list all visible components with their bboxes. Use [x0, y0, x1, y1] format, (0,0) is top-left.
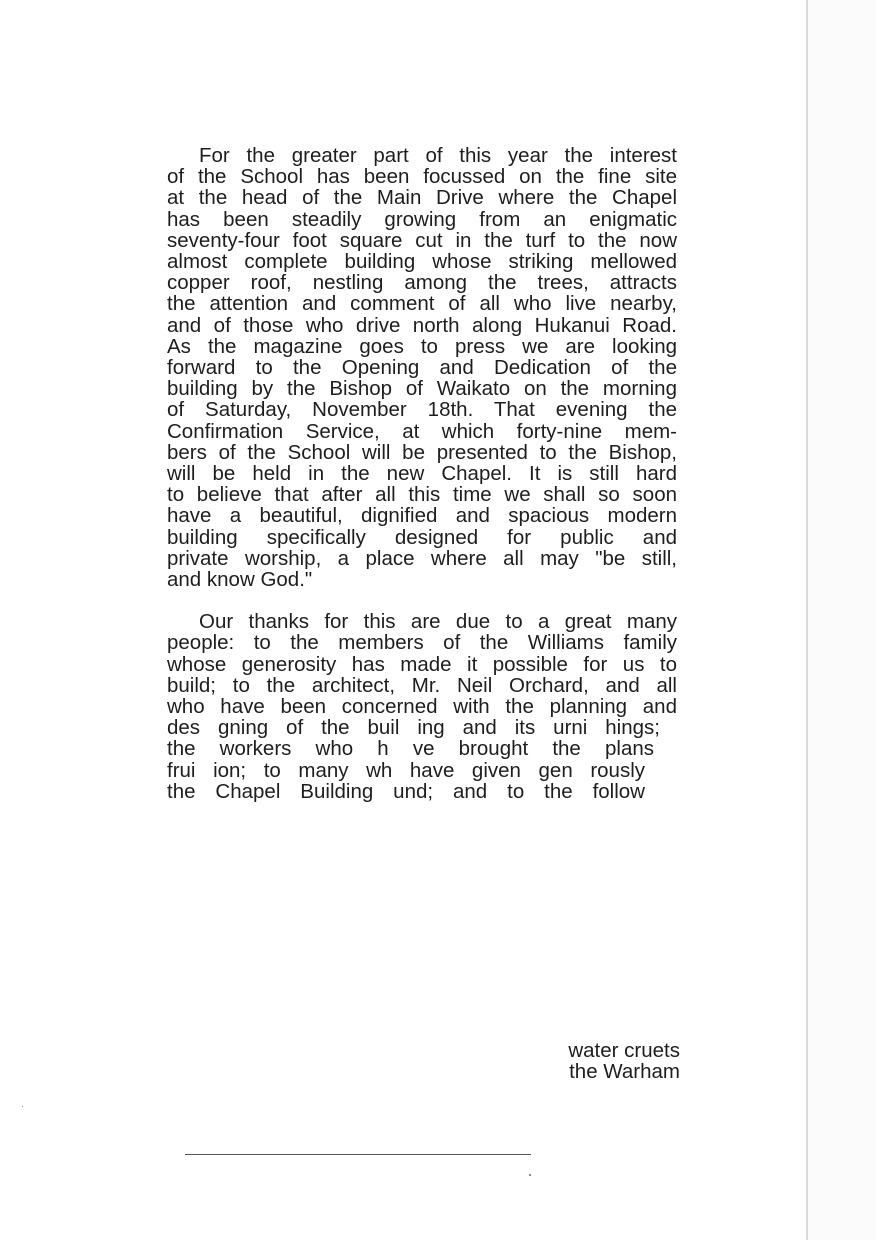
text-line: the Chapel Building und; and to the follow: [167, 779, 645, 803]
ink-speck: [529, 1174, 531, 1176]
ink-speck: [22, 1106, 23, 1107]
text-line: As the magazine goes to press we are looking: [167, 334, 677, 358]
text-line: and of those who drive north along Hukanui Road.: [167, 313, 677, 337]
text-line: frui ion; to many wh have given gen rously: [167, 758, 645, 782]
text-line: of the School has been focussed on the fine site: [167, 165, 677, 189]
page-edge-shade: [808, 0, 876, 1240]
text-line: will be held in the new Chapel. It is still hard: [167, 462, 677, 486]
text-line: whose generosity has made it possible for us to: [167, 652, 677, 676]
fragment-text: [540, 1040, 680, 1082]
text-line: seventy-four foot square cut in the turf to the now: [167, 228, 677, 252]
text-line: build; to the architect, Mr. Neil Orchard, and all: [167, 673, 677, 697]
text-line: have a beautiful, dignified and spacious modern: [167, 504, 677, 528]
text-line: copper roof, nestling among the trees, attracts: [167, 271, 677, 295]
page-edge-line: [806, 0, 808, 1240]
body-text: [167, 145, 677, 802]
text-line: has been steadily growing from an enigmatic: [167, 207, 677, 231]
text-line: the Warham: [569, 1060, 680, 1083]
text-line: Confirmation Service, at which forty-nine mem-: [167, 419, 677, 443]
text-line: people: to the members of the Williams family: [167, 631, 677, 655]
paragraph-1: [167, 145, 677, 590]
text-line: who have been concerned with the planning and: [167, 695, 677, 719]
text-line: almost complete building whose striking mellowed: [167, 250, 677, 274]
text-line: the workers who h ve brought the plans: [167, 737, 654, 761]
text-line: of Saturday, November 18th. That evening the: [167, 398, 677, 422]
text-line: the attention and comment of all who live nearby,: [167, 292, 677, 316]
footnote-divider: [185, 1154, 531, 1155]
text-line: building specifically designed for public and: [167, 525, 677, 549]
text-line: des gning of the buil ing and its urni hings;: [167, 716, 660, 740]
paragraph-spacer: [167, 590, 677, 611]
text-line: forward to the Opening and Dedication of the: [167, 356, 677, 380]
text-line: Our thanks for this are due to a great many: [199, 610, 677, 634]
text-line: water cruets: [568, 1039, 680, 1062]
text-line: to believe that after all this time we shall so soon: [167, 483, 677, 507]
text-line: private worship, a place where all may "be still,: [167, 546, 677, 570]
text-line: and know God.": [167, 568, 313, 592]
paragraph-2: [167, 611, 677, 802]
text-line: bers of the School will be presented to the Bishop,: [167, 440, 677, 464]
text-line: For the greater part of this year the interest: [199, 144, 677, 167]
text-line: at the head of the Main Drive where the Chapel: [167, 186, 677, 210]
text-line: building by the Bishop of Waikato on the morning: [167, 377, 677, 401]
